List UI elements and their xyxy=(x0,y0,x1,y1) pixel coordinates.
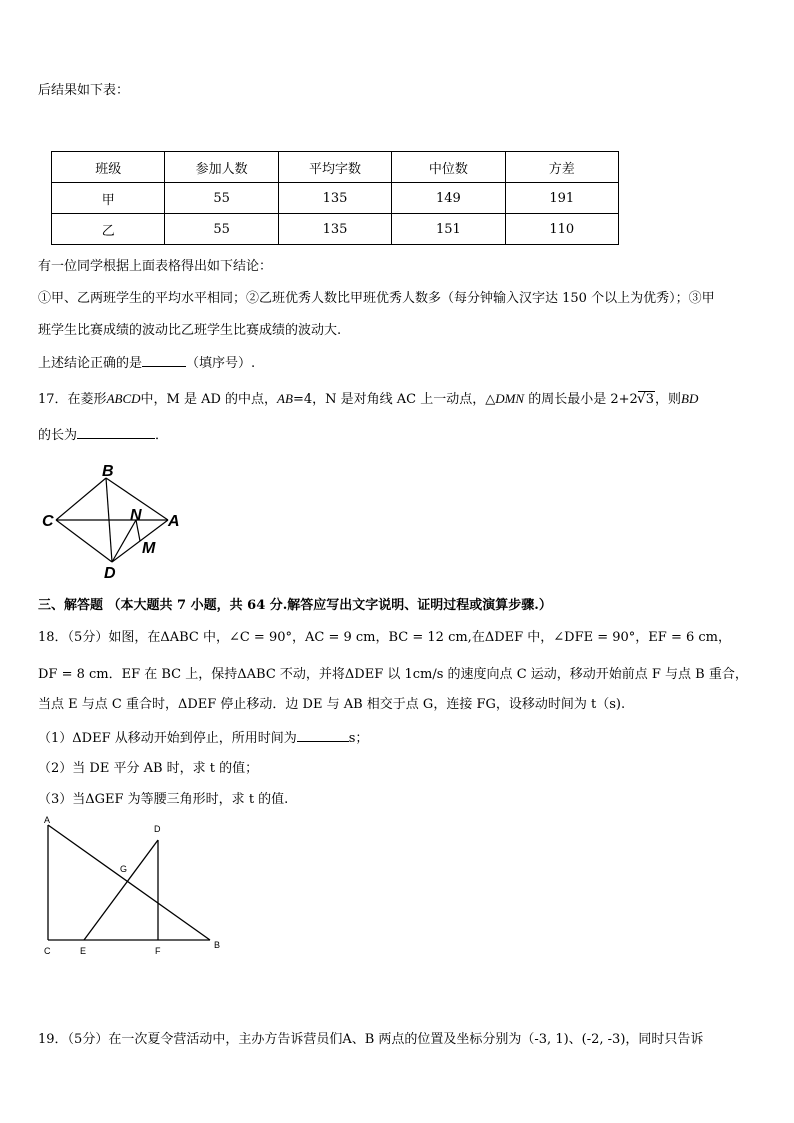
answer-blank xyxy=(77,426,155,439)
answer-blank xyxy=(142,354,186,367)
label-d: D xyxy=(154,824,161,834)
rhombus-figure xyxy=(36,460,186,585)
sqrt-value: 3 xyxy=(645,392,655,407)
label-c: C xyxy=(42,513,54,530)
table-header-row xyxy=(52,152,619,183)
table-cell: 甲 xyxy=(52,183,165,214)
q17-text: 的周长最小是 2+2 xyxy=(524,392,638,407)
label-d: D xyxy=(104,565,116,582)
q17-var: AB xyxy=(277,391,293,406)
q17-text: 在菱形 xyxy=(67,392,107,407)
segment-dn xyxy=(112,520,136,562)
q17-var: ABCD xyxy=(106,391,141,406)
triangle-figure xyxy=(38,812,238,962)
q19-line-1: 19．（5分）在一次夏令营活动中，主办方告诉营员们A、B 两点的位置及坐标分别为（-3, 1)、(-2, -3)，同时只告诉 xyxy=(38,1032,704,1047)
label-b: B xyxy=(102,463,114,480)
intro-text: 后结果如下表： xyxy=(38,83,130,98)
label-n: N xyxy=(130,507,142,524)
label-f: F xyxy=(155,946,161,956)
table-header-cell: 平均字数 xyxy=(278,152,391,183)
table-cell: 149 xyxy=(392,183,505,214)
q17-var: BD xyxy=(681,391,699,406)
q16-line-3: 班学生比赛成绩的波动比乙班学生比赛成绩的波动大. xyxy=(38,323,342,338)
table-cell: 55 xyxy=(165,183,278,214)
q17-text: 的长为 xyxy=(38,428,78,443)
label-e: E xyxy=(80,946,87,956)
q18-line-2: DF = 8 cm．EF 在 BC 上，保持ΔABC 不动，并将ΔDEF 以 1cm/s 的速度向点 C 运动，移动开始前点 F 与点 B 重合， xyxy=(38,667,748,682)
table-cell: 110 xyxy=(505,214,618,245)
table-cell: 135 xyxy=(278,183,391,214)
table-cell: 55 xyxy=(165,214,278,245)
q16-suffix: （填序号）. xyxy=(186,356,256,371)
label-a: A xyxy=(168,513,180,530)
sqrt-radicand: √3 xyxy=(636,391,655,407)
q16-line-2: ①甲、乙两班学生的平均水平相同；②乙班优秀人数比甲班优秀人数多（每分钟输入汉字达 150 个以上为优秀）；③甲 xyxy=(38,291,715,306)
table-cell: 151 xyxy=(392,214,505,245)
table-header-cell: 方差 xyxy=(505,152,618,183)
q17-var: DMN xyxy=(495,391,525,406)
q17-line-2 xyxy=(38,426,168,445)
table-header-cell: 参加人数 xyxy=(165,152,278,183)
q18-sub-2: （2）当 DE 平分 AB 时，求 t 的值； xyxy=(38,761,259,776)
q18-sub-1 xyxy=(38,729,368,748)
table-header-cell: 班级 xyxy=(52,152,165,183)
q18-line-3: 当点 E 与点 C 重合时，ΔDEF 停止移动．边 DE 与 AB 相交于点 G，连接 FG，设移动时间为 t（s). xyxy=(38,697,626,712)
q17-text: ，则 xyxy=(655,392,682,407)
table-cell: 191 xyxy=(505,183,618,214)
edge-cb xyxy=(56,478,106,520)
q17-text: =4，N 是对角线 AC 上一动点，△ xyxy=(292,392,496,407)
table-row xyxy=(52,183,619,214)
edge-dc xyxy=(56,520,112,562)
q16-line-4 xyxy=(38,354,255,373)
side-de xyxy=(84,840,158,940)
label-b: B xyxy=(214,940,221,950)
q16-prompt: 上述结论正确的是 xyxy=(38,356,143,371)
label-a: A xyxy=(44,815,51,825)
q17-number: 17． xyxy=(38,392,68,407)
q17-text: 中，M 是 AD 的中点， xyxy=(140,392,278,407)
label-g: G xyxy=(120,864,128,874)
label-m: M xyxy=(142,540,156,557)
label-c: C xyxy=(44,946,51,956)
q18-sub-3: （3）当ΔGEF 为等腰三角形时，求 t 的值. xyxy=(38,792,289,807)
table-cell: 乙 xyxy=(52,214,165,245)
q18-line-1: 18．（5分）如图，在ΔABC 中，∠C = 90°，AC = 9 cm，BC = 12 cm,在ΔDEF 中，∠DFE = 90°，EF = 6 cm， xyxy=(38,630,731,645)
q17-line-1 xyxy=(38,390,698,409)
answer-blank xyxy=(297,729,349,742)
q18-sub-1-unit: s； xyxy=(348,731,369,746)
q17-text: ． xyxy=(155,428,169,443)
q16-line-1: 有一位同学根据上面表格得出如下结论： xyxy=(38,259,273,274)
table-header-cell: 中位数 xyxy=(392,152,505,183)
table-cell: 135 xyxy=(278,214,391,245)
section-3-heading: 三、解答题 （本大题共 7 小题，共 64 分.解答应写出文字说明、证明过程或演算步骤.） xyxy=(38,598,552,613)
table-row xyxy=(52,214,619,245)
q18-sub-1-text: （1）ΔDEF 从移动开始到停止，所用时间为 xyxy=(38,731,297,746)
results-table xyxy=(51,151,619,245)
side-ab xyxy=(48,825,210,940)
